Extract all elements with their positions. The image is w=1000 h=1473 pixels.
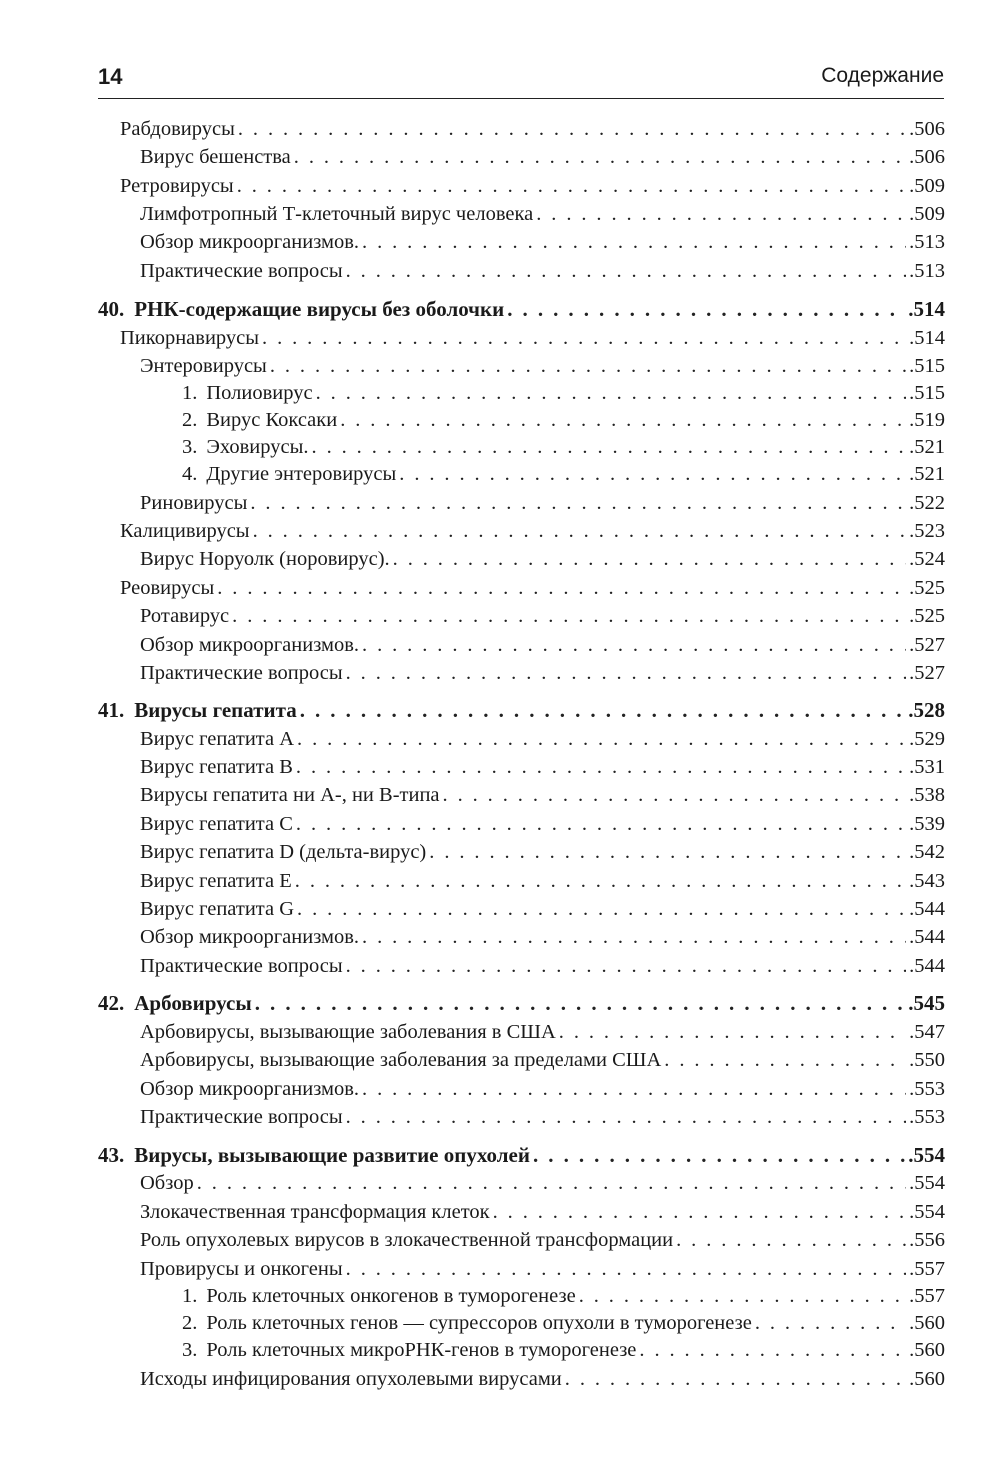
toc-entry[interactable] [140,602,945,630]
toc-page-number: .554 [908,1143,945,1167]
toc-page-number: .557 [909,1285,945,1307]
toc-entry-title: Вирус Норуолк (норовирус). [140,548,390,570]
toc-page-number: .545 [908,991,945,1015]
toc-entry[interactable] [140,631,945,659]
toc-entry[interactable] [140,923,945,951]
toc-page-number: .527 [909,662,945,684]
toc-entry-title: Вирус гепатита Е [140,870,292,892]
toc-entry-title: Лимфотропный Т-клеточный вирус человека [140,203,534,225]
toc-entry[interactable] [182,433,945,461]
dot-leader [346,1103,907,1131]
dot-leader [197,1169,906,1197]
toc-page-number: .514 [908,297,945,321]
toc-entry-title: Вирусы, вызывающие развитие опухолей [134,1143,530,1167]
toc-entry-title: Вирус гепатита А [140,728,295,750]
dot-leader [536,200,906,228]
toc-entry-title: Практические вопросы [140,955,343,977]
toc-page-number: .560 [909,1312,945,1334]
dot-leader [262,324,906,352]
toc-entry[interactable] [120,172,945,200]
toc-entry[interactable] [120,517,945,545]
toc-entry-title: Вирус бешенства [140,146,291,168]
toc-entry[interactable] [120,115,945,143]
toc-entry[interactable] [182,460,945,488]
toc-page-number: .506 [909,118,945,140]
toc-entry-title: Ротавирус [140,605,230,627]
toc-page-number: .553 [909,1106,945,1128]
dot-leader [312,433,907,461]
toc-page-number: .560 [909,1368,945,1390]
toc-entry-title: Арбовирусы, вызывающие заболевания в США [140,1021,556,1043]
dot-leader [253,517,907,545]
toc-page-number: .544 [909,898,945,920]
toc-entry[interactable] [140,1169,945,1197]
toc-entry-title: Обзор [140,1172,194,1194]
toc-entry[interactable] [182,379,945,407]
toc-entry[interactable] [140,545,945,573]
dot-leader [493,1198,907,1226]
toc-entry-title: Калицивирусы [120,520,250,542]
toc-entry[interactable] [120,574,945,602]
dot-leader [393,545,906,573]
dot-leader [346,952,907,980]
dot-leader [507,295,905,323]
dot-leader [250,489,906,517]
dot-leader [232,602,906,630]
toc-entry-title: Практические вопросы [140,662,343,684]
toc-entry-title: РНК-содержащие вирусы без оболочки [134,297,505,321]
toc-entry-title: Обзор микроорганизмов. [140,926,360,948]
toc-page-number: .554 [909,1201,945,1223]
toc-page-number: .544 [909,955,945,977]
toc-entry[interactable] [140,753,945,781]
toc-entry[interactable] [140,838,945,866]
toc-entry-title: Обзор микроорганизмов. [140,634,360,656]
toc-entry-number: 1. [182,382,198,404]
toc-entry[interactable] [182,406,945,434]
page-header [98,58,944,99]
toc-entry-title: Практические вопросы [140,260,343,282]
dot-leader [565,1365,906,1393]
toc-entry[interactable] [140,867,945,895]
toc-entry[interactable] [140,659,945,687]
dot-leader [346,659,907,687]
toc-entry-number: 43. [98,1143,125,1167]
toc-page-number: .531 [909,756,945,778]
dot-leader [664,1046,906,1074]
toc-page-number: .550 [909,1049,945,1071]
dot-leader [255,989,906,1017]
running-head: Содержание [821,64,944,87]
toc-page-number: .544 [909,926,945,948]
toc-entry-number: 1. [182,1285,198,1307]
toc-page-number: .554 [909,1172,945,1194]
dot-leader [297,895,906,923]
toc-chapter[interactable] [98,989,945,1017]
toc-page-number: .556 [909,1229,945,1251]
toc-entry[interactable] [140,1018,945,1046]
toc-entry[interactable] [140,1198,945,1226]
toc-entry[interactable] [140,1075,945,1103]
dot-leader [295,867,906,895]
dot-leader [399,460,906,488]
toc-chapter[interactable] [98,696,945,724]
toc-entry[interactable] [140,781,945,809]
dot-leader [296,753,906,781]
toc-page-number: .547 [909,1021,945,1043]
toc-entry-title: Вирус гепатита В [140,756,293,778]
toc-page-number: .514 [909,327,945,349]
toc-page-number: .553 [909,1078,945,1100]
dot-leader [429,838,906,866]
dot-leader [533,1141,905,1169]
toc-entry-title: Рабдовирусы [120,118,235,140]
toc-entry-number: 2. [182,409,198,431]
toc-page-number: .515 [909,355,945,377]
toc-entry[interactable] [140,489,945,517]
toc-entry-title: Вирусы гепатита [134,698,297,722]
toc-page-number: .525 [909,577,945,599]
dot-leader [296,810,906,838]
toc-entry-title: Роль клеточных онкогенов в туморогенезе [206,1285,576,1307]
toc-entry-number: 40. [98,297,125,321]
toc-entry-title: Вирус гепатита G [140,898,295,920]
toc-entry-title: Роль клеточных микроРНК-генов в туморогенезе [206,1339,637,1361]
dot-leader [362,923,906,951]
toc-entry[interactable] [182,1336,945,1364]
dot-leader [217,574,906,602]
toc-entry-number: 4. [182,463,198,485]
dot-leader [559,1018,906,1046]
toc-entry-title: Реовирусы [120,577,215,599]
dot-leader [300,696,906,724]
toc-entry[interactable] [182,1282,945,1310]
toc-entry[interactable] [140,810,945,838]
toc-page-number: .528 [908,698,945,722]
toc-entry-title: Исходы инфицирования опухолевыми вирусами [140,1368,562,1390]
toc-entry-title: Вирусы гепатита ни А-, ни В-типа [140,784,440,806]
toc-entry-title: Вирус гепатита С [140,813,293,835]
toc-entry-title: Роль клеточных генов — супрессоров опухоли в туморогенезе [206,1312,752,1334]
toc-entry[interactable] [140,228,945,256]
toc-entry-title: Провирусы и онкогены [140,1258,343,1280]
toc-entry[interactable] [140,1226,945,1254]
toc-entry-title: Вирус гепатита D (дельта-вирус) [140,841,427,863]
dot-leader [362,228,906,256]
toc-entry[interactable] [140,1255,945,1283]
toc-entry[interactable] [140,1046,945,1074]
toc-entry-title: Обзор микроорганизмов. [140,1078,360,1100]
toc-page-number: .513 [909,260,945,282]
toc-page-number: .509 [909,203,945,225]
dot-leader [443,781,907,809]
toc-page-number: .529 [909,728,945,750]
toc-entry-number: 41. [98,698,125,722]
dot-leader [340,406,906,434]
toc-chapter[interactable] [98,1141,945,1169]
dot-leader [346,257,907,285]
toc-page-number: .522 [909,492,945,514]
toc-entry[interactable] [140,143,945,171]
toc-page-number: .523 [909,520,945,542]
toc-entry-title: Другие энтеровирусы [206,463,397,485]
toc-entry[interactable] [140,725,945,753]
dot-leader [237,172,906,200]
toc-entry-title: Злокачественная трансформация клеток [140,1201,490,1223]
toc-entry-title: Арбовирусы, вызывающие заболевания за пределами США [140,1049,662,1071]
toc-entry-title: Энтеровирусы [140,355,267,377]
toc-page-number: .513 [909,231,945,253]
dot-leader [579,1282,906,1310]
toc-page-number: .539 [909,813,945,835]
dot-leader [362,631,906,659]
toc-entry[interactable] [140,895,945,923]
dot-leader [362,1075,906,1103]
page-number: 14 [98,64,123,89]
dot-leader [346,1255,906,1283]
toc-entry-title: Пикорнавирусы [120,327,260,349]
toc-chapter[interactable] [98,295,945,323]
toc-page-number: .524 [909,548,945,570]
toc-entry-title: Роль опухолевых вирусов в злокачественной трансформации [140,1229,674,1251]
toc-page-number: .521 [909,463,945,485]
toc-page-number: .543 [909,870,945,892]
dot-leader [238,115,906,143]
toc-page-number: .525 [909,605,945,627]
toc-page-number: .519 [909,409,945,431]
toc-entry[interactable] [140,1365,945,1393]
toc-page-number: .538 [909,784,945,806]
toc-entry[interactable] [140,352,945,380]
dot-leader [316,379,907,407]
toc-page-number: .542 [909,841,945,863]
dot-leader [755,1309,906,1337]
toc-entry[interactable] [140,200,945,228]
toc-page-number: .506 [909,146,945,168]
dot-leader [676,1226,906,1254]
toc-entry-title: Эховирусы. [206,436,309,458]
toc-entry-number: 3. [182,436,198,458]
dot-leader [639,1336,906,1364]
toc-entry-number: 42. [98,991,125,1015]
toc-entry-number: 2. [182,1312,198,1334]
toc-page-number: .557 [909,1258,945,1280]
toc-entry-number: 3. [182,1339,198,1361]
toc-entry-title: Ретровирусы [120,175,234,197]
toc-entry-title: Обзор микроорганизмов. [140,231,360,253]
toc-page-number: .527 [909,634,945,656]
toc-entry[interactable] [140,952,945,980]
toc-entry-title: Практические вопросы [140,1106,343,1128]
toc-entry[interactable] [120,324,945,352]
toc-page-number: .560 [909,1339,945,1361]
toc-entry[interactable] [182,1309,945,1337]
toc-page-number: .515 [909,382,945,404]
toc-page-number: .521 [909,436,945,458]
toc-page-number: .509 [909,175,945,197]
toc-entry-title: Риновирусы [140,492,248,514]
toc-entry-title: Вирус Коксаки [206,409,338,431]
dot-leader [294,143,906,171]
toc-entry[interactable] [140,257,945,285]
toc-entry[interactable] [140,1103,945,1131]
dot-leader [297,725,906,753]
toc-entry-title: Полиовирус [206,382,313,404]
dot-leader [270,352,906,380]
toc-entry-title: Арбовирусы [134,991,252,1015]
